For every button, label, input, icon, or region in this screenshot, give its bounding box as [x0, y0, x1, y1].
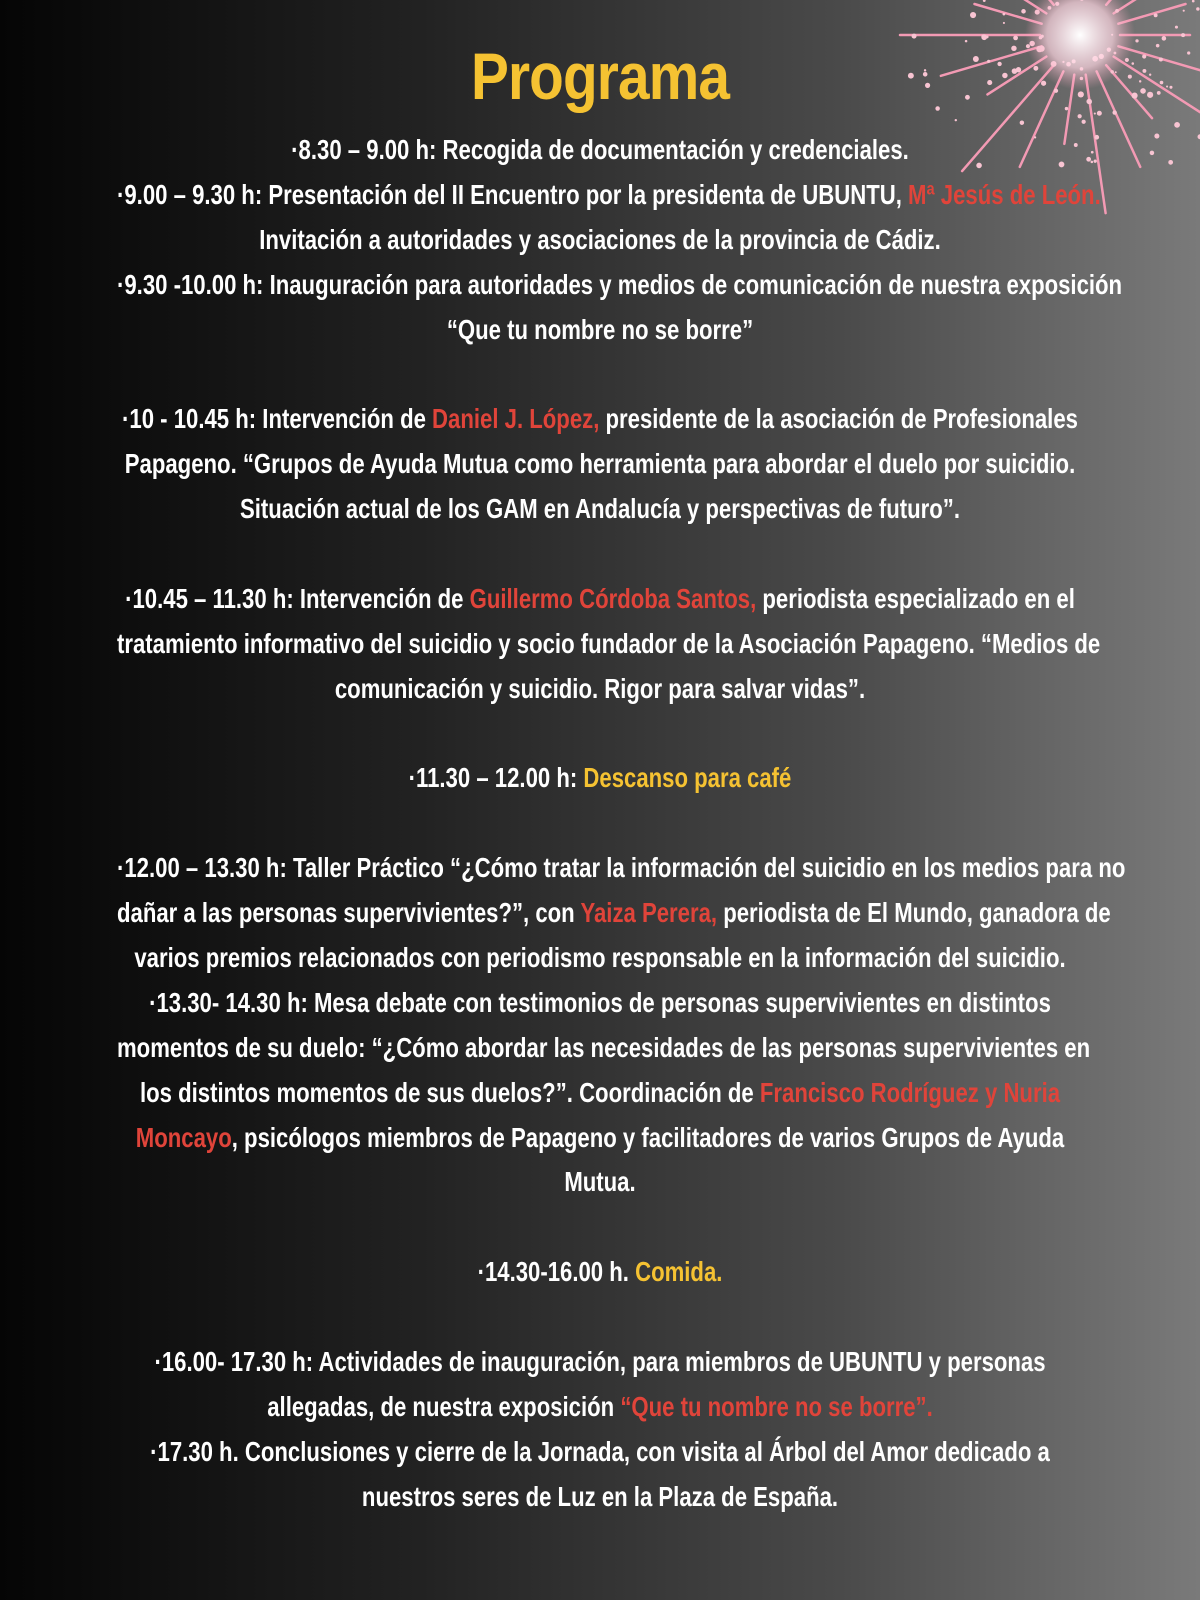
- program-text: nuestros seres de Luz en la Plaza de España.: [361, 1480, 839, 1512]
- blank-line: [117, 1295, 1083, 1340]
- program-line: [117, 756, 1083, 801]
- program-text: ·13.30- 14.30 h: Mesa debate con testimonios de personas supervivientes en distintos: [149, 986, 1051, 1018]
- program-text: ·10.45 – 11.30 h: Intervención de: [125, 582, 470, 614]
- program-text: periodista de El Mundo, ganadora de: [717, 897, 1111, 929]
- page-title: Programa: [470, 39, 730, 113]
- program-line: [117, 1250, 1083, 1295]
- program-line: [117, 981, 1083, 1026]
- program-text: ·12.00 – 13.30 h: Taller Práctico “¿Cómo tratar la información del suicidio en los medios para no: [117, 852, 1126, 884]
- program-line: [117, 1385, 1083, 1430]
- highlight-name: “Que tu nombre no se borre”.: [620, 1390, 933, 1422]
- program-text: dañar a las personas supervivientes?”, con: [117, 897, 581, 929]
- blank-line: [117, 801, 1083, 846]
- program-line: [117, 1430, 1083, 1475]
- program-line: [117, 487, 1083, 532]
- program-text: periodista especializado en el: [756, 582, 1075, 614]
- program-line: [117, 936, 1083, 981]
- program-text: presidente de la asociación de Profesionales: [599, 403, 1078, 435]
- program-text: ·8.30 – 9.00 h: Recogida de documentación y credenciales.: [291, 134, 909, 165]
- program-text: “Que tu nombre no se borre”: [446, 313, 754, 345]
- program-text: Mutua.: [564, 1166, 636, 1198]
- highlight-name: Mª Jesús de León.: [908, 178, 1101, 210]
- highlight-break: Comida.: [635, 1256, 723, 1288]
- program-line: [117, 891, 1111, 936]
- program-line: [117, 846, 1126, 891]
- highlight-name: Francisco Rodríguez y Nuria: [759, 1076, 1061, 1108]
- program-line: [117, 308, 1083, 353]
- program-line: [117, 1026, 1091, 1071]
- program-line: [117, 218, 1083, 263]
- program-line: [117, 1116, 1083, 1161]
- program-text: ·11.30 – 12.00 h:: [408, 762, 584, 794]
- program-text: ·9.00 – 9.30 h: Presentación del II Encuentro por la presidenta de UBUNTU,: [117, 178, 909, 210]
- highlight-name: Guillermo Córdoba Santos,: [469, 582, 757, 614]
- program-text: varios premios relacionados con periodismo responsable en la información del suicidio.: [134, 942, 1066, 974]
- program-line: [117, 577, 1083, 622]
- program-line: [117, 397, 1083, 442]
- program-text: ·10 - 10.45 h: Intervención de: [122, 403, 433, 435]
- program-text: ·16.00- 17.30 h: Actividades de inauguración, para miembros de UBUNTU y personas: [154, 1346, 1046, 1378]
- program-line: [117, 442, 1083, 487]
- highlight-name: Daniel J. López,: [432, 403, 600, 435]
- program-list: [0, 128, 1200, 1520]
- program-text: Invitación a autoridades y asociaciones de la provincia de Cádiz.: [259, 223, 941, 255]
- program-text: momentos de su duelo: “¿Cómo abordar las necesidades de las personas supervivientes en: [117, 1031, 1091, 1063]
- program-line: [117, 622, 1101, 667]
- program-line: [117, 667, 1083, 712]
- program-line: [117, 173, 1101, 218]
- highlight-name: Moncayo: [135, 1121, 232, 1153]
- program-text: , psicólogos miembros de Papageno y facilitadores de varios Grupos de Ayuda: [231, 1121, 1065, 1153]
- program-text: ·9.30 -10.00 h: Inauguración para autoridades y medios de comunicación de nuestra exposición: [117, 268, 1123, 300]
- program-text: comunicación y suicidio. Rigor para salvar vidas”.: [334, 672, 866, 704]
- highlight-break: Descanso para café: [583, 762, 792, 794]
- program-text: tratamiento informativo del suicidio y socio fundador de la Asociación Papageno. “Medios de: [117, 627, 1101, 659]
- program-text: Situación actual de los GAM en Andalucía y perspectivas de futuro”.: [239, 493, 961, 525]
- blank-line: [117, 712, 1083, 757]
- program-text: los distintos momentos de sus duelos?”. Coordinación de: [139, 1076, 760, 1108]
- program-line: [117, 1160, 1083, 1205]
- program-line: [117, 128, 1083, 173]
- program-line: [117, 263, 1123, 308]
- program-text: allegadas, de nuestra exposición: [267, 1390, 621, 1422]
- blank-line: [117, 532, 1083, 577]
- program-line: [117, 1340, 1083, 1385]
- program-line: [117, 1071, 1083, 1116]
- highlight-name: Yaiza Perera,: [580, 897, 718, 929]
- program-line: [117, 1475, 1083, 1520]
- program-text: ·17.30 h. Conclusiones y cierre de la Jornada, con visita al Árbol del Amor dedicado a: [150, 1435, 1050, 1467]
- program-text: Papageno. “Grupos de Ayuda Mutua como herramienta para abordar el duelo por suicidio.: [124, 448, 1076, 480]
- program-text: ·14.30-16.00 h.: [477, 1256, 636, 1288]
- blank-line: [117, 352, 1083, 397]
- blank-line: [117, 1205, 1083, 1250]
